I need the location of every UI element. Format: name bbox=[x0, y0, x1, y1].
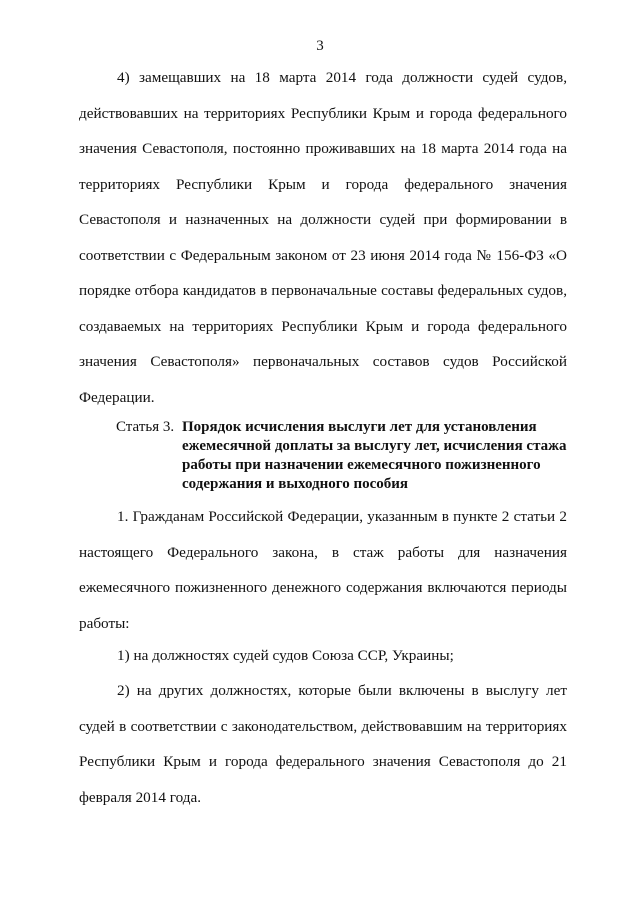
paragraph-item-4: 4) замещавших на 18 марта 2014 года должности судей судов, действовавших на территориях Республики Крым и города федерального значения Севастополя, постоянно проживавших на 18 марта 2014 года на территориях Республики Крым и города федерального значения Севастополя и назначенных на должности судей при формировании в соответствии с Федеральным законом от 23 июня 2014 года № 156-ФЗ «О порядке отбора кандидатов в первоначальные составы федеральных судов, создаваемых на территориях Республики Крым и города федерального значения Севастополя» первоначальных составов судов Российской Федерации. bbox=[79, 69, 567, 406]
article-title: Порядок исчисления выслуги лет для установления ежемесячной доплаты за выслугу лет, исчисления стажа работы при назначении ежемесячного пожизненного содержания и выходного пособия bbox=[182, 419, 567, 492]
page-number: 3 bbox=[316, 38, 324, 54]
list-item-1: 1) на должностях судей судов Союза ССР, Украины; bbox=[117, 647, 454, 664]
clause-1: 1. Гражданам Российской Федерации, указанным в пункте 2 статьи 2 настоящего Федерального закона, в стаж работы для назначения ежемесячного пожизненного денежного содержания включаются периоды работы: bbox=[79, 508, 567, 632]
article-label: Статья 3. bbox=[116, 419, 175, 435]
list-item-2: 2) на других должностях, которые были включены в выслугу лет судей в соответствии с законодательством, действовавшим на территориях Республики Крым и города федерального значения Севастополя до 21 февраля 2014 года. bbox=[79, 682, 567, 806]
